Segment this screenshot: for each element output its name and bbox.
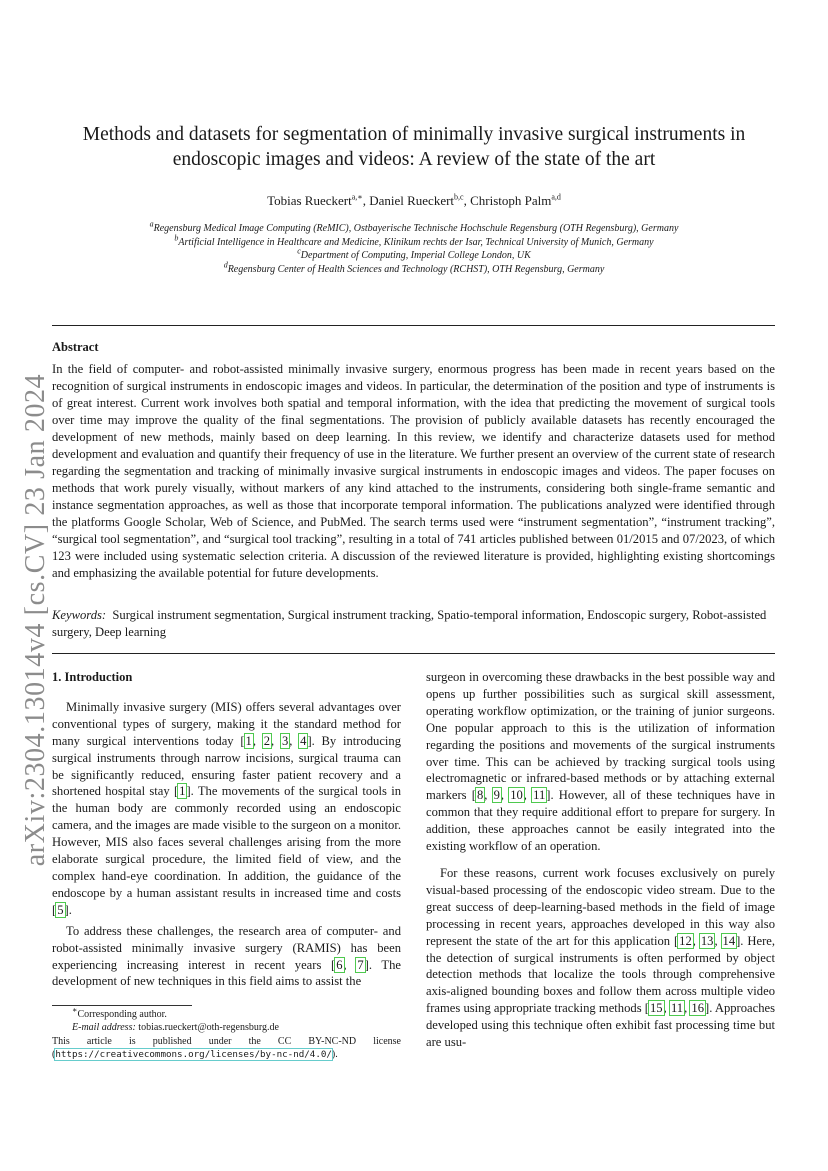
license-link[interactable]: https://creativecommons.org/licenses/by-nc-nd/4.0/ xyxy=(55,1048,332,1060)
keywords xyxy=(52,607,775,641)
citation-link[interactable]: 7 xyxy=(357,957,364,972)
keywords-label: Keywords: xyxy=(52,608,107,622)
citation-link[interactable]: 14 xyxy=(722,933,736,948)
citation-link[interactable]: 8 xyxy=(476,788,484,803)
citation-link[interactable]: 16 xyxy=(691,1001,705,1016)
author-list: Tobias Rueckert$^{a,∗}$, Daniel Rueckert$^{b,c}$, Christoph Palm$^{a,d}$ xyxy=(267,192,561,208)
author: Daniel Rueckert$^{b,c}$ xyxy=(369,192,464,208)
right-column xyxy=(426,669,775,1061)
footnote-email: E-mail address: tobias.rueckert@oth-regensburg.de xyxy=(72,1022,279,1034)
citation-link[interactable]: 9 xyxy=(493,788,500,803)
footnotes xyxy=(52,1005,401,1061)
citation-link[interactable]: 11 xyxy=(670,1001,684,1016)
footnote-corresponding: ∗Corresponding author. xyxy=(72,1005,167,1020)
citation-link[interactable]: 2 xyxy=(263,733,271,748)
citation-link[interactable]: 4 xyxy=(300,733,307,748)
email-link[interactable]: tobias.rueckert@oth-regensburg.de xyxy=(138,1022,279,1034)
author: Christoph Palm$^{a,d}$ xyxy=(470,192,561,208)
paper-title: Methods and datasets for segmentation of minimally invasive surgical instruments in endoscopic images and videos: A review of the state of the art xyxy=(82,124,746,170)
affiliation: $^a$Regensburg Medical Image Computing (ReMIC), Ostbayerische Technische Hochschule Regensburg (OTH Regensburg), Germany xyxy=(149,219,679,234)
citation-link[interactable]: 1 xyxy=(245,733,252,748)
citation-link[interactable]: 5 xyxy=(57,902,64,917)
paragraph: To address these challenges, the research area of computer- and robot-assisted minimally invasive surgery (RAMIS) has been experiencing increasing interest in recent years [6, 7]. The development of new techniques in this field aims to assist the xyxy=(52,923,402,989)
affiliation: $^c$Department of Computing, Imperial College London, UK xyxy=(297,246,531,262)
citation-link[interactable]: 11 xyxy=(533,788,546,803)
citation-link[interactable]: 12 xyxy=(679,933,692,948)
author: Tobias Rueckert$^{a,∗}$ xyxy=(267,192,363,208)
keywords-text: Surgical instrument segmentation, Surgical instrument tracking, Spatio-temporal information, Endoscopic surgery, Robot-assisted surgery, Deep learning xyxy=(52,608,767,639)
abstract-text: In the field of computer- and robot-assisted minimally invasive surgery, enormous progress has been made in recent years based on the recognition of surgical instruments in endoscopic images and videos. In particular, the determination of the position and type of instruments is of great interest. Current work involves both spatial and temporal information, with the idea that predicting the movement of surgical tools over time may improve the quality of the final segmentations. The provision of publicly available datasets has recently encouraged the development of new methods, mainly based on deep learning. In this review, we identify and characterize datasets used for method development and evaluation and quantify their frequency of use in the literature. We further present an overview of the current state of research regarding the segmentation and tracking of minimally invasive surgical instruments in endoscopic images and videos. The paper focuses on methods that work purely visually, without markers of any kind attached to the instruments, considering both single-frame semantic and instance segmentation approaches, as well as those that incorporate temporal information. The publications analyzed were identified through the platforms Google Scholar, Web of Science, and PubMed. The search terms used were “instrument segmentation”, “instrument tracking”, “surgical tool segmentation”, and “surgical tool tracking”, resulting in a total of 741 articles published between 01/2015 and 07/2023, of which 123 were included using systematic selection criteria. A discussion of the reviewed literature is provided, highlighting existing shortcomings and emphasizing the available potential for future developments. xyxy=(52,362,775,580)
citation-link[interactable]: 1 xyxy=(179,784,186,799)
paragraph: For these reasons, current work focuses exclusively on purely visual-based processing of the endoscopic video stream. Due to the great success of deep-learning-based methods in the field of image processing in recent years, approaches developed in this way also represent the state of the art for this application [12, 13, 14]. Here, the detection of surgical instruments is often performed by object detection methods that localize the tools through comprehensive axis-aligned bounding boxes and follow them across multiple video frames using appropriate tracking methods [15, 11, 16]. Approaches developed using this technique often exhibit fast processing time but are usu- xyxy=(426,865,776,1050)
affiliations xyxy=(60,219,768,276)
citation-link[interactable]: 10 xyxy=(510,788,523,803)
citation-link[interactable]: 15 xyxy=(650,1001,663,1016)
paragraph: surgeon in overcoming these drawbacks in the best possible way and opens up further possibilities such as surgical skill assessment, operating workflow optimization, or the training of junior surgeons. One popular approach to this is the utilization of information regarding the positions and movements of the surgical instruments over time. This can be achieved by tracking surgical tools using electromagnetic or infrared-based methods or by attaching external markers [8, 9, 10, 11]. However, all of these techniques have in common that they require additional effort to prepare for surgery. In addition, these approaches cannot be easily integrated into the existing workflow of an operation. xyxy=(426,670,776,854)
section-heading: 1. Introduction xyxy=(52,670,133,684)
affiliation: $^b$Artificial Intelligence in Healthcare and Medicine, Klinikum rechts der Isar, Technical University of Munich, Germany xyxy=(174,233,654,248)
citation-link[interactable]: 3 xyxy=(281,733,289,748)
paragraph: Minimally invasive surgery (MIS) offers several advantages over conventional types of surgery, making it the standard method for many surgical interventions today [1, 2, 3, 4]. By introducing surgical instruments through narrow incisions, surgical trauma can be significantly reduced, ensuring faster patient recovery and a shortened hospital stay [1]. The movements of the surgical tools in the human body are commonly recorded using an endoscopic camera, and the images are made visible to the surgeon on a monitor. However, MIS also faces several challenges arising from the more elaborate surgical procedure, the limited field of view, and the complex hand-eye coordination. In addition, the guidance of the endoscope by a human assistant results in increased time and costs [5]. xyxy=(52,699,402,917)
citation-link[interactable]: 13 xyxy=(700,933,714,948)
left-column xyxy=(52,669,401,994)
abstract-divider xyxy=(52,653,775,654)
top-divider xyxy=(52,325,775,326)
arxiv-identifier: arXiv:2304.13014v4 [cs.CV] 23 Jan 2024 xyxy=(20,373,51,867)
abstract-heading: Abstract xyxy=(52,340,99,354)
affiliation: $^d$Regensburg Center of Health Sciences and Technology (RCHST), OTH Regensburg, Germany xyxy=(223,260,605,275)
license-note: This article is published under the CC BY-NC-ND license (https://creativecommons.org/licenses/by-nc-nd/4.0/). xyxy=(52,1035,401,1060)
citation-link[interactable]: 6 xyxy=(336,957,343,972)
